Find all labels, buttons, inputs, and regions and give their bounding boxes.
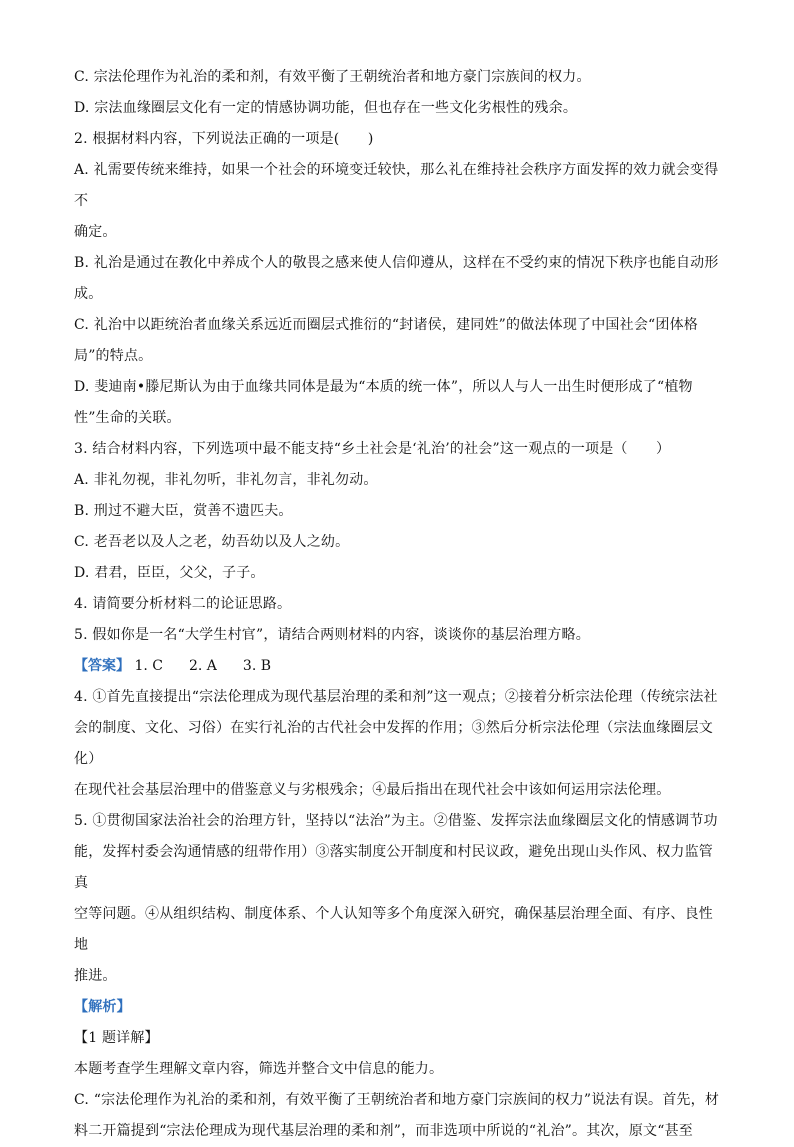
analysis-intro: 本题考查学生理解文章内容，筛选并整合文中信息的能力。: [74, 1061, 444, 1077]
q1-option-c: C. 宗法伦理作为礼治的柔和剂，有效平衡了王朝统治者和地方豪门宗族间的权力。: [74, 69, 591, 85]
q3-stem: 3. 结合材料内容，下列选项中最不能支持“乡土社会是‘礼治’的社会”这一观点的一项是（ ）: [74, 441, 671, 457]
q2-option-d-line2: 性”生命的关联。: [74, 410, 181, 426]
q2-option-a-line2: 确定。: [74, 224, 117, 240]
answer-4-line3: 在现代社会基层治理中的借鉴意义与劣根残余；④最后指出在现代社会中该如何运用宗法伦理。: [74, 782, 671, 798]
q3-option-d: D. 君君，臣臣，父父，子子。: [74, 565, 265, 581]
q2-option-b-line2: 成。: [74, 286, 103, 302]
answer-5-line1: 5. ①贯彻国家法治社会的治理方针，坚持以“法治”为主。②借鉴、发挥宗法血缘圈层文化的情感调节功: [74, 813, 718, 829]
q2-option-c-line2: 局”的特点。: [74, 348, 153, 364]
answer-4-line1: 4. ①首先直接提出“宗法伦理成为现代基层治理的柔和剂”这一观点；②接着分析宗法伦理（传统宗法社: [74, 689, 718, 705]
document-body: [74, 62, 724, 1147]
answer-2: 2. A: [188, 658, 217, 674]
q3-option-b: B. 刑过不避大臣，赏善不遗匹夫。: [74, 503, 293, 519]
q5-stem: 5. 假如你是一名“大学生村官”，请结合两则材料的内容，谈谈你的基层治理方略。: [74, 627, 590, 643]
q2-option-c-line1: C. 礼治中以距统治者血缘关系远近而圈层式推衍的“封诸侯，建同姓”的做法体现了中国社会“团体格: [74, 317, 698, 333]
answer-line: [74, 651, 724, 682]
analysis-c-line1: C. “宗法伦理作为礼治的柔和剂，有效平衡了王朝统治者和地方豪门宗族间的权力”说法有误。首先，材: [74, 1092, 720, 1108]
answer-1: 1. C: [134, 658, 163, 674]
q2-stem: 2. 根据材料内容，下列说法正确的一项是( ): [74, 131, 374, 147]
answer-3: 3. B: [242, 658, 272, 674]
answer-5-line3: 空等问题。④从组织结构、制度体系、个人认知等多个角度深入研究，确保基层治理全面、有序、良性地: [74, 906, 713, 953]
q2-option-b-line1: B. 礼治是通过在教化中养成个人的敬畏之感来使人信仰遵从，这样在不受约束的情况下秩序也能自动形: [74, 255, 719, 271]
q3-option-a: A. 非礼勿视，非礼勿听，非礼勿言，非礼勿动。: [74, 472, 378, 488]
analysis-label-line: [74, 992, 724, 1023]
answer-5-line4: 推进。: [74, 968, 117, 984]
analysis-label: 【解析】: [74, 999, 131, 1015]
answer-4-line2: 会的制度、文化、习俗）在实行礼治的古代社会中发挥的作用；③然后分析宗法伦理（宗法血缘圈层文化）: [74, 720, 713, 767]
q1-option-d: D. 宗法血缘圈层文化有一定的情感协调功能，但也存在一些文化劣根性的残余。: [74, 100, 578, 116]
answer-label: 【答案】: [74, 658, 130, 674]
analysis-c-line2: 料二开篇提到“宗法伦理成为现代基层治理的柔和剂”，而非选项中所说的“礼治”。其次，原文“甚至: [74, 1123, 693, 1139]
q4-stem: 4. 请简要分析材料二的论证思路。: [74, 596, 292, 612]
analysis-sub1: 【1 题详解】: [74, 1030, 159, 1046]
q2-option-d-line1: D. 斐迪南•滕尼斯认为由于血缘共同体是最为“本质的统一体”，所以人与人一出生时便形成了“植物: [74, 379, 693, 395]
q3-option-c: C. 老吾老以及人之老，幼吾幼以及人之幼。: [74, 534, 350, 550]
answer-5-line2: 能，发挥村委会沟通情感的纽带作用）③落实制度公开制度和村民议政，避免出现山头作风、权力监管真: [74, 844, 713, 891]
q2-option-a-line1: A. 礼需要传统来维持，如果一个社会的环境变迁较快，那么礼在维持社会秩序方面发挥的效力就会变得不: [74, 162, 719, 209]
